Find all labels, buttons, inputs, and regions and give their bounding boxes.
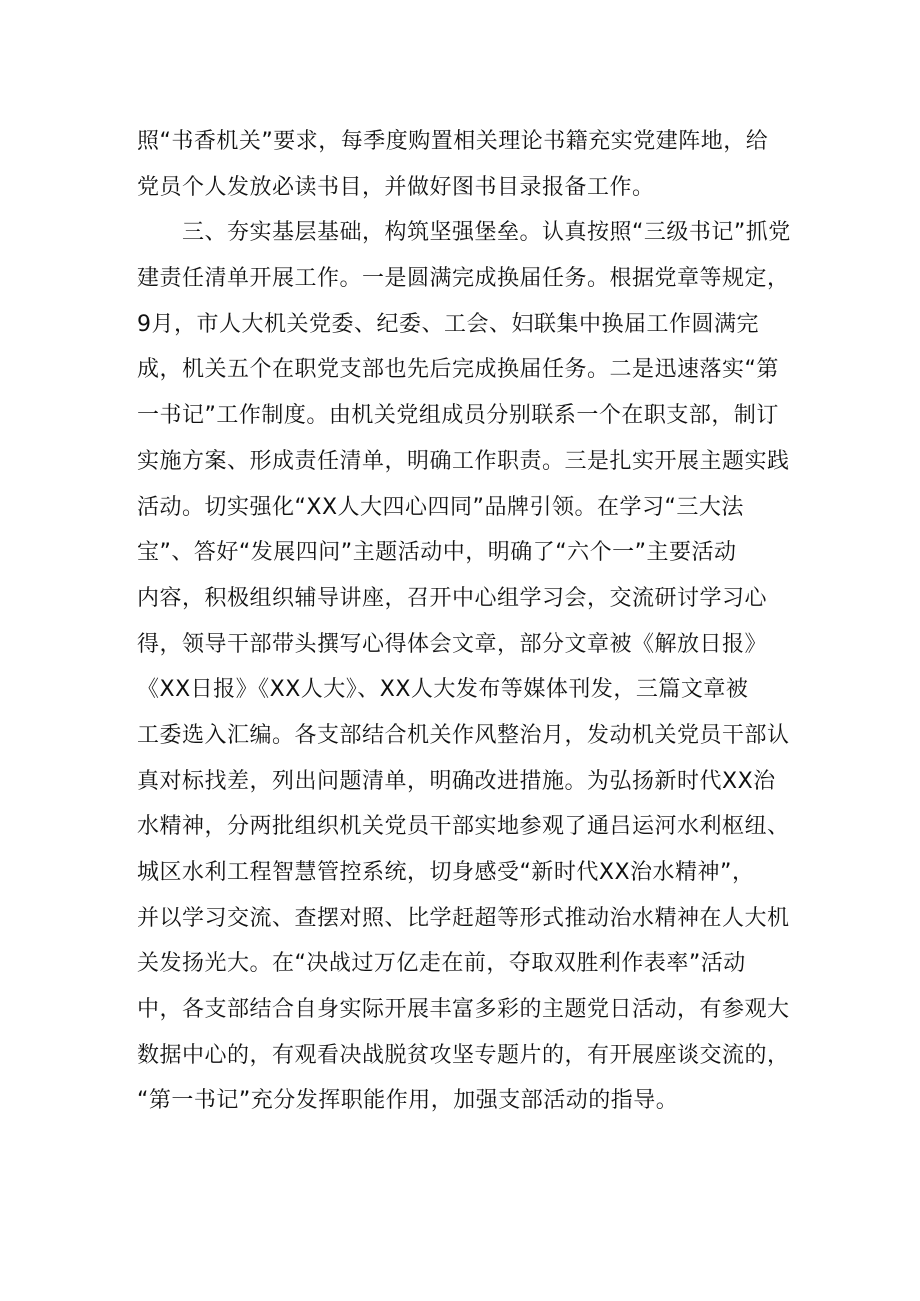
text-line: 9月，市人大机关党委、纪委、工会、妇联集中换届工作圆满完	[137, 311, 759, 337]
text-line: “第一书记”充分发挥职能作用，加强支部活动的指导。	[137, 1088, 679, 1114]
text-line: 中，各支部结合自身实际开展丰富多彩的主题党日活动，有参观大	[137, 997, 790, 1023]
text-line: 真对标找差，列出问题清单，明确改进措施。为弘扬新时代XX治	[137, 768, 776, 794]
text-line: 关发扬光大。在“决战过万亿走在前，夺取双胜利作表率”活动	[137, 951, 746, 977]
text-line: 城区水利工程智慧管控系统，切身感受“新时代XX治水精神”，	[137, 860, 755, 885]
text-line: 建责任清单开展工作。一是圆满完成换届任务。根据党章等规定，	[137, 266, 790, 292]
text-line: 工委选入汇编。各支部结合机关作风整治月，发动机关党员干部认	[137, 722, 790, 748]
text-line: 党员个人发放必读书目，并做好图书目录报备工作。	[137, 174, 655, 200]
body-text	[137, 119, 791, 1124]
text-line: 水精神，分两批组织机关党员干部实地参观了通吕运河水利枢纽、	[137, 814, 790, 840]
text-line: 活动。切实强化“XX人大四心四同”品牌引领。在学习“三大法	[137, 494, 744, 520]
text-line: 内容，积极组织辅导讲座，召开中心组学习会，交流研讨学习心	[137, 585, 768, 611]
text-line: 数据中心的，有观看决战脱贫攻坚专题片的，有开展座谈交流的，	[137, 1042, 790, 1068]
text-line: 成，机关五个在职党支部也先后完成换届任务。二是迅速落实“第	[137, 357, 779, 383]
text-line: 照“书香机关”要求，每季度购置相关理论书籍充实党建阵地，给	[137, 129, 769, 154]
text-line: 并以学习交流、查摆对照、比学赶超等形式推动治水精神在人大机	[137, 905, 790, 931]
text-line: 实施方案、形成责任清单，明确工作职责。三是扎实开展主题实践	[137, 448, 790, 474]
text-line: 得，领导干部带头撰写心得体会文章，部分文章被《解放日报》	[137, 631, 768, 657]
text-line: 一书记”工作制度。由机关党组成员分别联系一个在职支部，制订	[137, 403, 779, 429]
text-line: 宝”、答好“发展四问”主题活动中，明确了“六个一”主要活动	[137, 540, 737, 566]
text-line: 《XX日报》《XX人大》、XX人大发布等媒体刊发，三篇文章被	[137, 677, 749, 703]
text-line: 三、夯实基层基础，构筑坚强堡垒。认真按照“三级书记”抓党	[137, 220, 791, 246]
